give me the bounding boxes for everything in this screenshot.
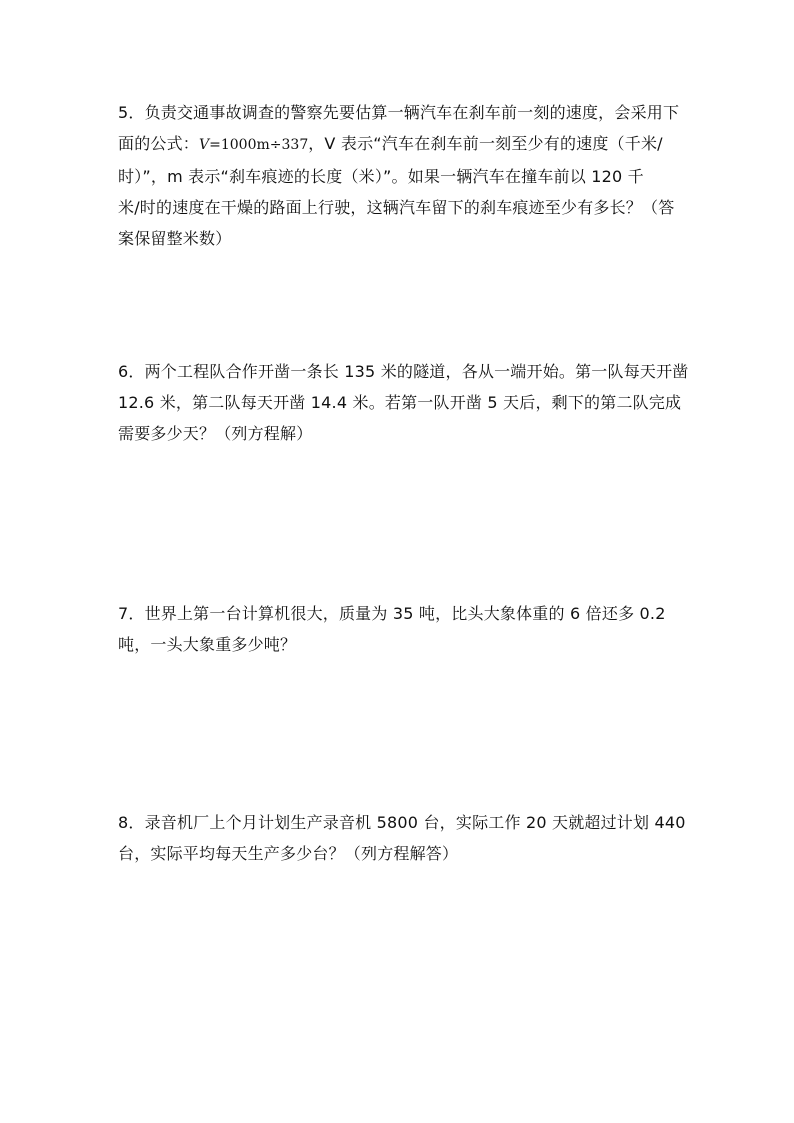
question-5-line-4: 米/时的速度在干燥的路面上行驶，这辆汽车留下的刹车痕迹至少有多长？（答: [118, 198, 675, 217]
question-6-line-1: 6．两个工程队合作开凿一条长 135 米的隧道，各从一端开始。第一队每天开凿: [118, 362, 689, 381]
speed-formula-variable: V: [199, 137, 210, 153]
question-7: [118, 598, 678, 660]
question-8-line-2: 台，实际平均每天生产多少台？（列方程解答）: [118, 844, 459, 863]
question-5-formula-lead: 面的公式：: [118, 134, 200, 153]
question-8-line-1: 8．录音机厂上个月计划生产录音机 5800 台，实际工作 20 天就超过计划 440: [118, 813, 686, 832]
question-5-line-5: 案保留整米数）: [118, 229, 232, 248]
question-6-line-3: 需要多少天？（列方程解）: [118, 424, 313, 443]
speed-formula: [199, 137, 308, 153]
question-5-line-2: [118, 128, 678, 161]
speed-formula-expression: =1000m÷337: [209, 137, 309, 153]
question-5-line-3: 时）”，m 表示“刹车痕迹的长度（米）”。如果一辆汽车在撞车前以 120 千: [118, 167, 644, 186]
question-5-line-2-tail: ，V 表示“汽车在刹车前一刻至少有的速度（千米/: [308, 134, 663, 153]
question-7-line-1: 7．世界上第一台计算机很大，质量为 35 吨，比头大象体重的 6 倍还多 0.2: [118, 604, 666, 623]
question-7-line-2: 吨，一头大象重多少吨？: [118, 635, 297, 654]
question-6-line-2: 12.6 米，第二队每天开凿 14.4 米。若第一队开凿 5 天后，剩下的第二队完成: [118, 393, 682, 412]
question-5-line-1: 5．负责交通事故调查的警察先要估算一辆汽车在刹车前一刻的速度，会采用下: [118, 103, 680, 122]
question-8: [118, 807, 686, 869]
question-6: [118, 356, 689, 449]
question-5: [118, 97, 678, 254]
